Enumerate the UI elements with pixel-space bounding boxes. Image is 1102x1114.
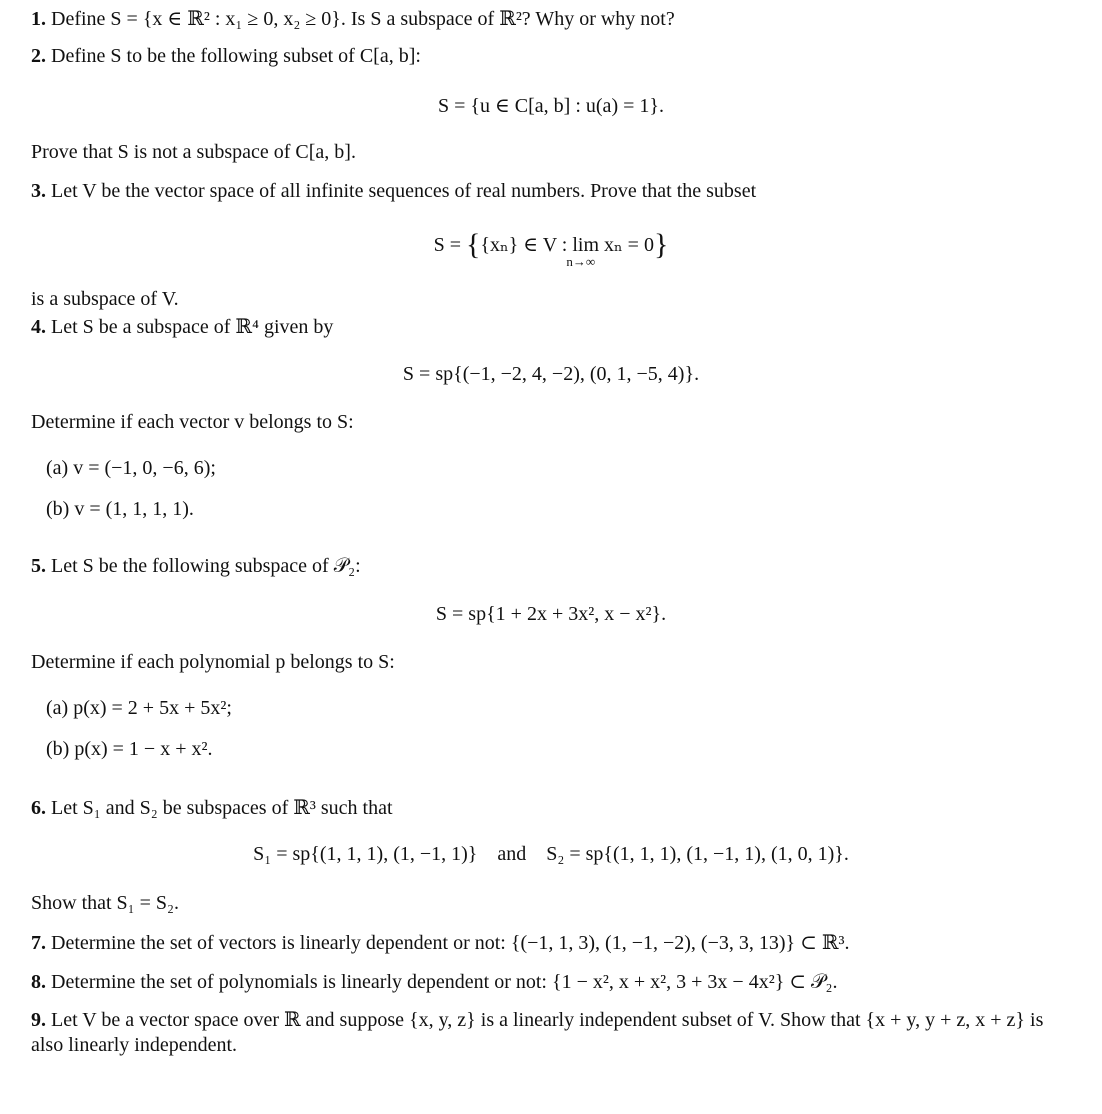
problem-text: Let S be the following subspace of 𝒫₂: [51,555,361,577]
problem-8 [31,969,837,994]
subpart-b: (b) v = (1, 1, 1, 1). [46,498,194,520]
problem-text-continued: Prove that S is not a subspace of C[a, b]. [31,141,356,163]
problem-text: Define S = {x ∈ ℝ² : x₁ ≥ 0, x₂ ≥ 0}. Is S a subspace of ℝ²? Why or why not? [51,8,675,30]
display-equation: S = {u ∈ C[a, b] : u(a) = 1}. [438,95,664,117]
subpart-a: (a) p(x) = 2 + 5x + 5x²; [46,697,232,719]
problem-text: Define S to be the following subset of C[a, b]: [51,45,421,67]
problem-number: 4. [31,316,46,338]
problem-number: 3. [31,180,46,202]
problem-text: Let S₁ and S₂ be subspaces of ℝ³ such that [51,797,393,819]
limit-subscript: n→∞ [566,254,596,269]
problem-text: Determine the set of vectors is linearly dependent or not: {(−1, 1, 3), (1, −1, −2), (−3, 3, 13)} ⊂ ℝ³. [51,932,850,954]
problem-7 [31,930,850,955]
problem-6 [31,795,393,820]
display-equation: S₁ = sp{(1, 1, 1), (1, −1, 1)} and S₂ = sp{(1, 1, 1), (1, −1, 1), (1, 0, 1)}. [253,843,849,865]
problem-number: 7. [31,932,46,954]
problem-number: 5. [31,555,46,577]
problem-text-continued: Determine if each vector v belongs to S: [31,411,354,433]
problem-1 [31,6,675,31]
problem-number: 8. [31,971,46,993]
limit-operator: lim n→∞ [566,234,600,269]
problem-text-continued: Show that S₁ = S₂. [31,892,180,914]
problem-number: 2. [31,45,46,67]
problem-4 [31,314,333,339]
problem-number: 9. [31,1009,46,1031]
display-equation: S = sp{1 + 2x + 3x², x − x²}. [435,603,667,625]
problem-text: Determine the set of polynomials is linearly dependent or not: {1 − x², x + x², 3 + 3x − 4x²} ⊂ 𝒫₂. [51,971,838,993]
problem-number: 6. [31,797,46,819]
problem-number: 1. [31,8,46,30]
problem-text: Let V be a vector space over ℝ and suppose {x, y, z} is a linearly independent subset of V. Show that {x + y, y + z, x + z} is also linearly independent. [31,1009,1044,1056]
problem-text: Let S be a subspace of ℝ⁴ given by [51,316,334,338]
problem-text-continued: Determine if each polynomial p belongs to S: [31,651,395,673]
brace-open: { [466,228,481,261]
brace-close: } [653,228,669,261]
problem-text-continued: is a subspace of V. [31,288,179,310]
problem-text: Let V be the vector space of all infinite sequences of real numbers. Prove that the subset [51,180,757,202]
problem-9 [31,1008,1071,1058]
problem-2 [31,45,421,68]
display-equation: S = sp{(−1, −2, 4, −2), (0, 1, −5, 4)}. [402,363,700,385]
problem-3 [31,180,756,203]
subpart-b: (b) p(x) = 1 − x + x². [46,738,213,760]
subpart-a: (a) v = (−1, 0, −6, 6); [46,457,216,479]
display-equation: S = {{xₙ} ∈ V : lim n→∞ xₙ = 0} [433,228,669,269]
problem-5 [31,555,361,578]
